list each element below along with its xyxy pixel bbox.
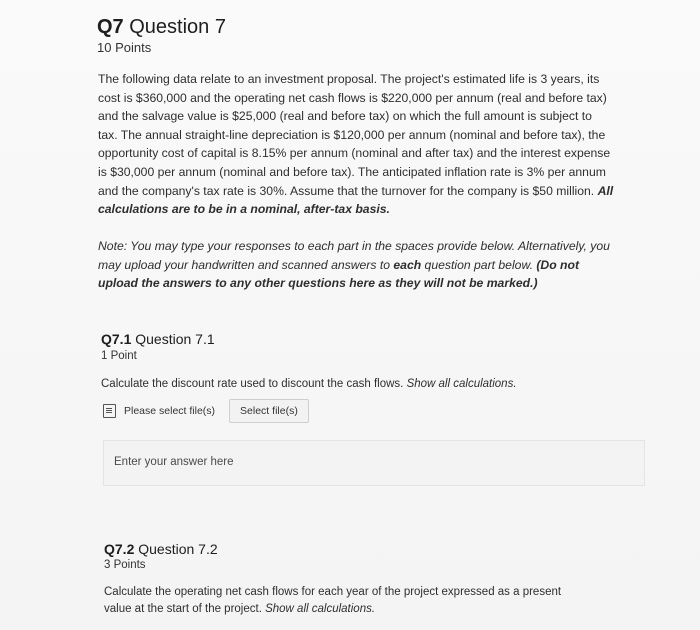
note-line: Note: You may type your responses to each part in the spaces provide below. Alternatively, you <box>98 239 610 253</box>
subquestion-7-2-text: Calculate the operating net cash flows for each year of the project expressed as a present value at the start of the project. Show all calculations. <box>104 586 562 615</box>
file-icon <box>103 404 116 418</box>
paragraph-line: cost is $360,000 and the operating net cash flows is $220,000 per annum (real and before tax) <box>98 90 607 105</box>
note-line-bold: upload the answers to any other questions here as they will not be marked.) <box>98 276 538 291</box>
question-points: 10 Points <box>97 40 152 55</box>
question-paragraph <box>98 70 626 219</box>
answer-input[interactable] <box>103 440 645 486</box>
paragraph-line: and the company's tax rate is 30%. Assume that the turnover for the company is $50 million. All <box>98 183 614 198</box>
question-title-text: Question 7 <box>129 16 226 38</box>
note-line: may upload your handwritten and scanned answers to each question part below. (Do not <box>98 257 579 272</box>
paragraph-line: tax. The annual straight-line depreciation is $120,000 per annum (nominal and before tax), the <box>98 127 606 142</box>
paragraph-line: opportunity cost of capital is 8.15% per annum (nominal and after tax) and the interest expense <box>98 146 611 161</box>
paragraph-line: is $30,000 per annum (nominal and before tax). The anticipated inflation rate is 3% per annum <box>98 164 606 179</box>
subquestion-7-1-text: Calculate the discount rate used to discount the cash flows. Show all calculations. <box>101 378 517 390</box>
paragraph-line: The following data relate to an investment proposal. The project's estimated life is 3 years, its <box>98 72 600 86</box>
paragraph-line: and the salvage value is $25,000 (real and before tax) on which the full amount is subject to <box>98 109 592 124</box>
subquestion-7-1-points: 1 Point <box>101 350 137 362</box>
answer-placeholder: Enter your answer here <box>114 456 234 468</box>
subquestion-7-2-title: Q7.2 Question 7.2 <box>104 541 218 557</box>
question-note <box>98 237 626 293</box>
subquestion-7-1-title: Q7.1 Question 7.1 <box>101 331 215 347</box>
question-title <box>97 16 226 39</box>
paragraph-emphasis-line: calculations are to be in a nominal, after-tax basis. <box>98 202 390 217</box>
paragraph-emphasis: All <box>597 183 614 198</box>
select-files-button[interactable]: Select file(s) <box>229 399 309 423</box>
subquestion-7-2-points: 3 Points <box>104 559 146 571</box>
file-upload-row <box>103 399 309 423</box>
question-number: Q7 <box>97 16 124 38</box>
file-upload-label: Please select file(s) <box>124 405 216 417</box>
